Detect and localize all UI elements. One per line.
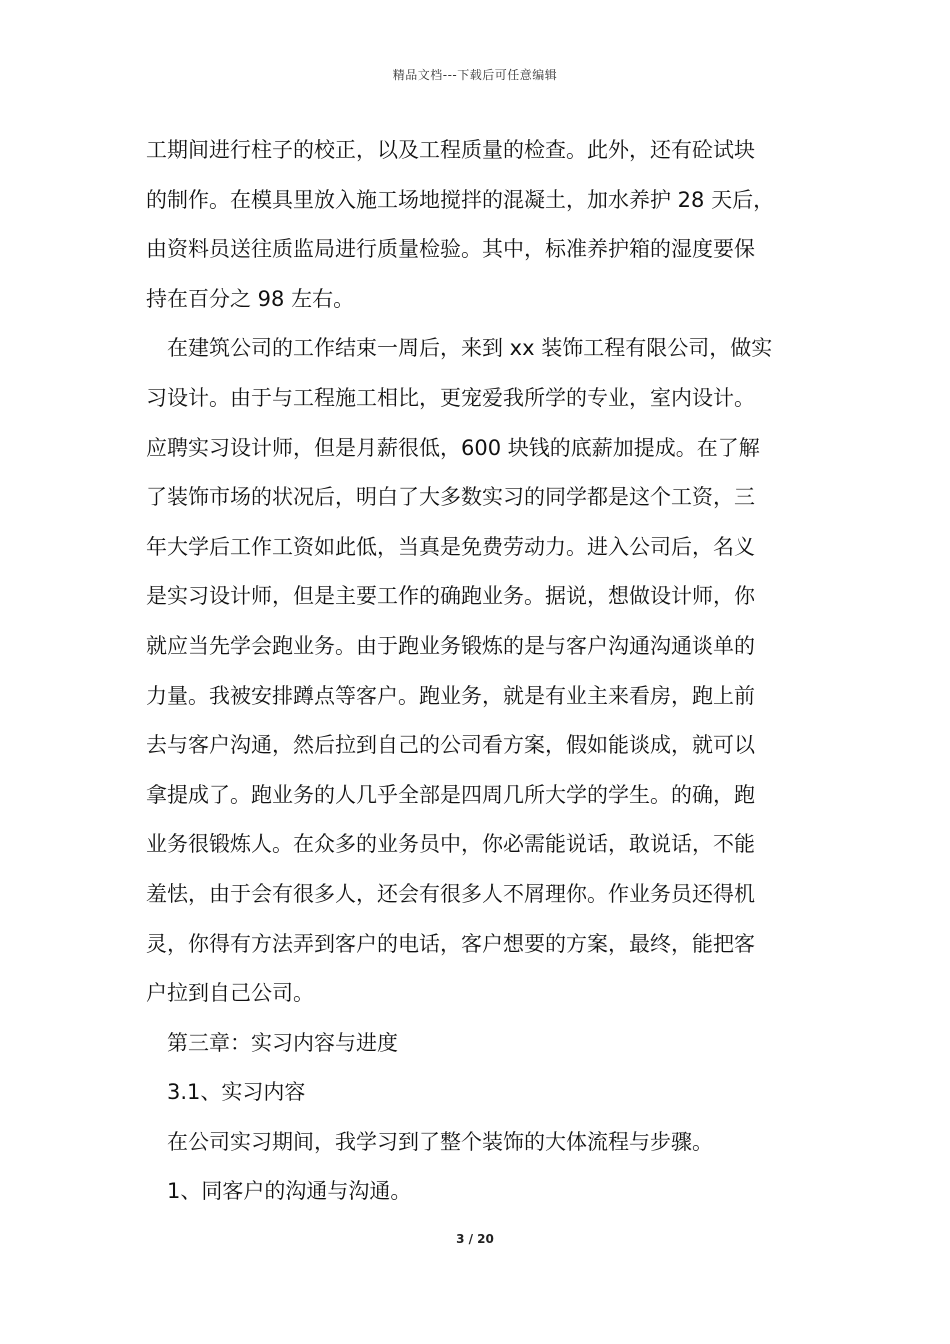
paragraph-line: 业务很锻炼人。在众多的业务员中，你必需能说话，敢说话，不能 (146, 832, 755, 857)
paragraph-line: 工期间进行柱子的校正，以及工程质量的检查。此外，还有砼试块 (146, 138, 755, 162)
paragraph-line: 由资料员送往质监局进行质量检验。其中，标准养护箱的湿度要保 (146, 237, 755, 262)
page-number: 3 / 20 (456, 1232, 494, 1246)
chapter-heading: 第三章：实习内容与进度 (167, 1030, 398, 1055)
paragraph-line: 的制作。在模具里放入施工场地搅拌的混凝土，加水养护 28 天后， (146, 187, 775, 212)
paragraph-line: 拿提成了。跑业务的人几乎全部是四周几所大学的学生。的确，跑 (146, 782, 755, 807)
paragraph-line: 力量。我被安排蹲点等客户。跑业务，就是有业主来看房，跑上前 (146, 683, 755, 708)
list-item: 1、同客户的沟通与沟通。 (167, 1179, 412, 1204)
paragraph-line: 习设计。由于与工程施工相比，更宠爱我所学的专业，室内设计。 (146, 385, 755, 410)
paragraph-line: 了装饰市场的状况后，明白了大多数实习的同学都是这个工资，三 (146, 485, 755, 510)
section-heading: 3.1、实习内容 (167, 1080, 306, 1105)
paragraph-line: 户拉到自己公司。 (146, 981, 314, 1006)
paragraph-line: 灵，你得有方法弄到客户的电话，客户想要的方案，最终，能把客 (146, 931, 755, 956)
document-body (146, 126, 810, 1217)
paragraph-line: 就应当先学会跑业务。由于跑业务锻炼的是与客户沟通沟通谈单的 (146, 633, 755, 658)
paragraph-line: 在公司实习期间，我学习到了整个装饰的大体流程与步骤。 (167, 1129, 713, 1154)
page-header: 精品文档---下载后可任意编辑 (392, 68, 558, 82)
paragraph-line: 是实习设计师，但是主要工作的确跑业务。据说，想做设计师，你 (146, 584, 755, 609)
paragraph-line: 羞怯，由于会有很多人，还会有很多人不屑理你。作业务员还得机 (146, 881, 755, 906)
paragraph-line: 持在百分之 98 左右。 (146, 286, 355, 311)
paragraph-line: 年大学后工作工资如此低，当真是免费劳动力。进入公司后，名义 (146, 534, 755, 559)
paragraph-line: 在建筑公司的工作结束一周后，来到 xx 装饰工程有限公司，做实 (167, 336, 773, 361)
paragraph-line: 应聘实习设计师，但是月薪很低，600 块钱的底薪加提成。在了解 (146, 435, 760, 460)
paragraph-line: 去与客户沟通，然后拉到自己的公司看方案，假如能谈成，就可以 (146, 733, 755, 758)
